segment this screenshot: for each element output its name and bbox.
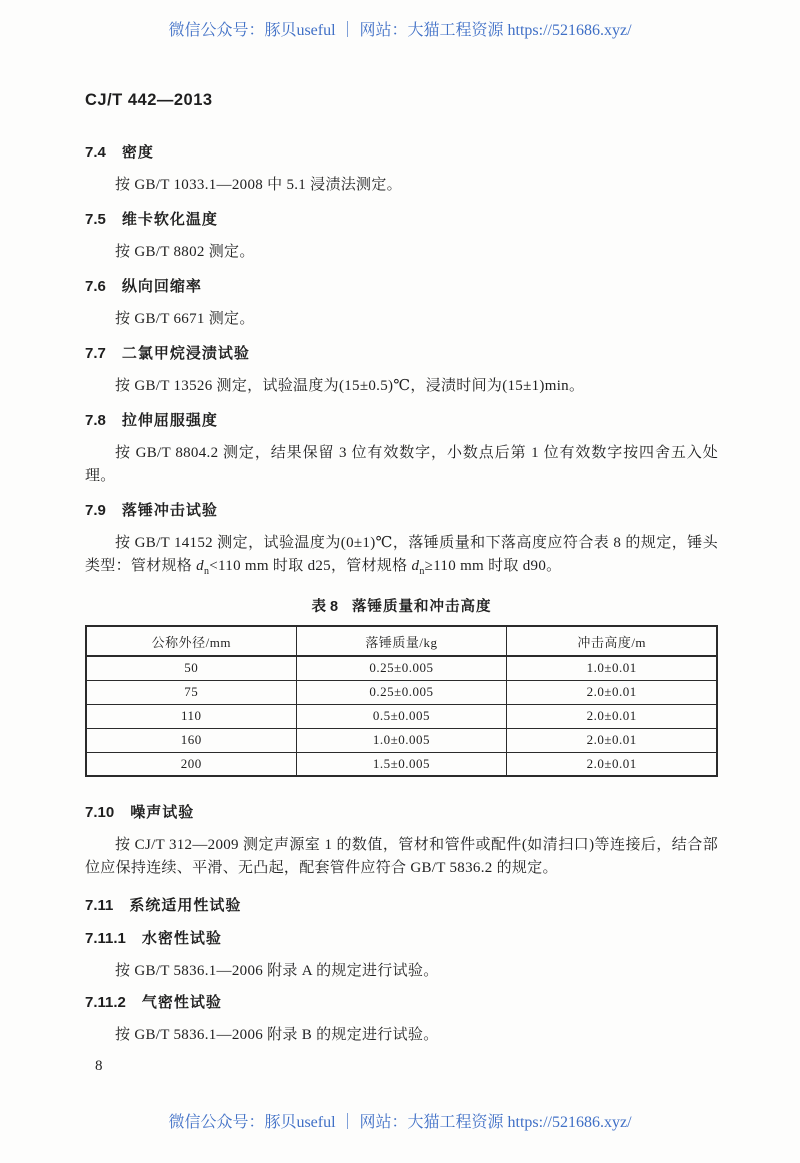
column-header: 公称外径/mm bbox=[86, 626, 296, 656]
subscript-n: n bbox=[203, 566, 210, 577]
table-caption-label: 表 8 bbox=[311, 599, 339, 615]
section-7-4-body: 按 GB/T 1033.1—2008 中 5.1 浸渍法测定。 bbox=[115, 177, 402, 193]
page-number: 8 bbox=[95, 1058, 103, 1074]
section-number: 7.6 bbox=[85, 278, 106, 295]
section-7-8-body: 按 GB/T 8804.2 测定，结果保留 3 位有效数字，小数点后第 1 位有效数字按四舍五入处理。 bbox=[85, 445, 718, 484]
table-8-caption bbox=[85, 597, 718, 617]
section-7-11-1-heading bbox=[85, 928, 718, 949]
section-number: 7.11 bbox=[85, 897, 114, 914]
section-7-8-heading bbox=[85, 410, 718, 431]
section-number: 7.11.2 bbox=[85, 994, 126, 1011]
column-header: 落锤质量/kg bbox=[296, 626, 507, 656]
section-7-10-body: 按 CJ/T 312—2009 测定声源室 1 的数值，管材和管件或配件(如清扫口)等连接后，结合部位应保持连续、平滑、无凸起，配套管件应符合 GB/T 5836.2 的规定。 bbox=[85, 837, 718, 876]
section-title: 水密性试验 bbox=[141, 930, 222, 947]
table-row bbox=[86, 728, 717, 752]
doc-code: CJ/T 442—2013 bbox=[85, 91, 213, 109]
section-7-4-heading bbox=[85, 142, 718, 163]
table-row bbox=[86, 704, 717, 728]
section-title: 噪声试验 bbox=[130, 804, 195, 821]
section-7-7-heading bbox=[85, 343, 718, 364]
section-title: 维卡软化温度 bbox=[121, 211, 218, 228]
section-title: 拉伸屈服强度 bbox=[121, 412, 218, 429]
table-cell: 1.0±0.01 bbox=[507, 656, 717, 680]
subscript-n: n bbox=[419, 566, 425, 577]
table-cell: 2.0±0.01 bbox=[507, 728, 717, 752]
section-7-9-body bbox=[85, 532, 718, 583]
table-cell: 1.0±0.005 bbox=[296, 728, 507, 752]
section-7-11-1-body: 按 GB/T 5836.1—2006 附录 A 的规定进行试验。 bbox=[115, 963, 439, 979]
table-cell: 160 bbox=[86, 728, 296, 752]
table-header-row bbox=[86, 626, 717, 656]
body-text: 按 GB/T 14152 测定，试验温度为(0±1)℃，落锤质量和下落高度应符合表 8 的规定，锤头类型：管材规格 bbox=[85, 535, 718, 574]
section-7-11-2-heading bbox=[85, 992, 718, 1013]
section-number: 7.8 bbox=[85, 412, 106, 429]
section-7-6-body: 按 GB/T 6671 测定。 bbox=[115, 311, 255, 327]
section-7-9-heading bbox=[85, 500, 718, 521]
body-text: ≥110 mm 时取 d90。 bbox=[424, 558, 562, 574]
table-cell: 2.0±0.01 bbox=[507, 680, 717, 704]
section-number: 7.4 bbox=[85, 144, 106, 161]
table-row bbox=[86, 680, 717, 704]
section-7-11-2-body: 按 GB/T 5836.1—2006 附录 B 的规定进行试验。 bbox=[115, 1027, 439, 1043]
table-row bbox=[86, 656, 717, 680]
section-number: 7.11.1 bbox=[85, 930, 126, 947]
section-7-11-heading bbox=[85, 895, 718, 916]
section-title: 气密性试验 bbox=[141, 994, 222, 1011]
section-title: 纵向回缩率 bbox=[121, 278, 202, 295]
table-cell: 0.25±0.005 bbox=[296, 680, 507, 704]
table-caption-title: 落锤质量和冲击高度 bbox=[352, 599, 492, 615]
bottom-watermark: 微信公众号：豚贝useful ｜ 网站：大猫工程资源 https://521686.xyz/ bbox=[168, 1114, 632, 1131]
section-title: 密度 bbox=[121, 144, 154, 161]
variable-dn: d bbox=[411, 558, 420, 574]
table-cell: 0.5±0.005 bbox=[296, 704, 507, 728]
table-cell: 2.0±0.01 bbox=[507, 704, 717, 728]
table-cell: 0.25±0.005 bbox=[296, 656, 507, 680]
section-7-7-body: 按 GB/T 13526 测定，试验温度为(15±0.5)℃，浸渍时间为(15±1)min。 bbox=[115, 378, 585, 394]
section-number: 7.7 bbox=[85, 345, 106, 362]
section-title: 系统适用性试验 bbox=[129, 897, 242, 914]
section-number: 7.9 bbox=[85, 502, 106, 519]
section-7-6-heading bbox=[85, 276, 718, 297]
section-title: 落锤冲击试验 bbox=[121, 502, 218, 519]
table-cell: 75 bbox=[86, 680, 296, 704]
table-cell: 1.5±0.005 bbox=[296, 752, 507, 776]
top-watermark: 微信公众号：豚贝useful ｜ 网站：大猫工程资源 https://521686.xyz/ bbox=[168, 22, 632, 39]
table-cell: 200 bbox=[86, 752, 296, 776]
body-text: <110 mm 时取 d25，管材规格 bbox=[209, 558, 412, 574]
column-header: 冲击高度/m bbox=[507, 626, 717, 656]
section-number: 7.10 bbox=[85, 804, 115, 821]
variable-dn: d bbox=[196, 558, 204, 574]
section-number: 7.5 bbox=[85, 211, 106, 228]
table-8 bbox=[85, 625, 718, 777]
section-7-5-heading bbox=[85, 209, 718, 230]
section-title: 二氯甲烷浸渍试验 bbox=[121, 345, 250, 362]
table-cell: 110 bbox=[86, 704, 296, 728]
table-row bbox=[86, 752, 717, 776]
table-cell: 50 bbox=[86, 656, 296, 680]
section-7-5-body: 按 GB/T 8802 测定。 bbox=[115, 244, 255, 260]
table-cell: 2.0±0.01 bbox=[507, 752, 717, 776]
section-7-10-heading bbox=[85, 802, 718, 823]
